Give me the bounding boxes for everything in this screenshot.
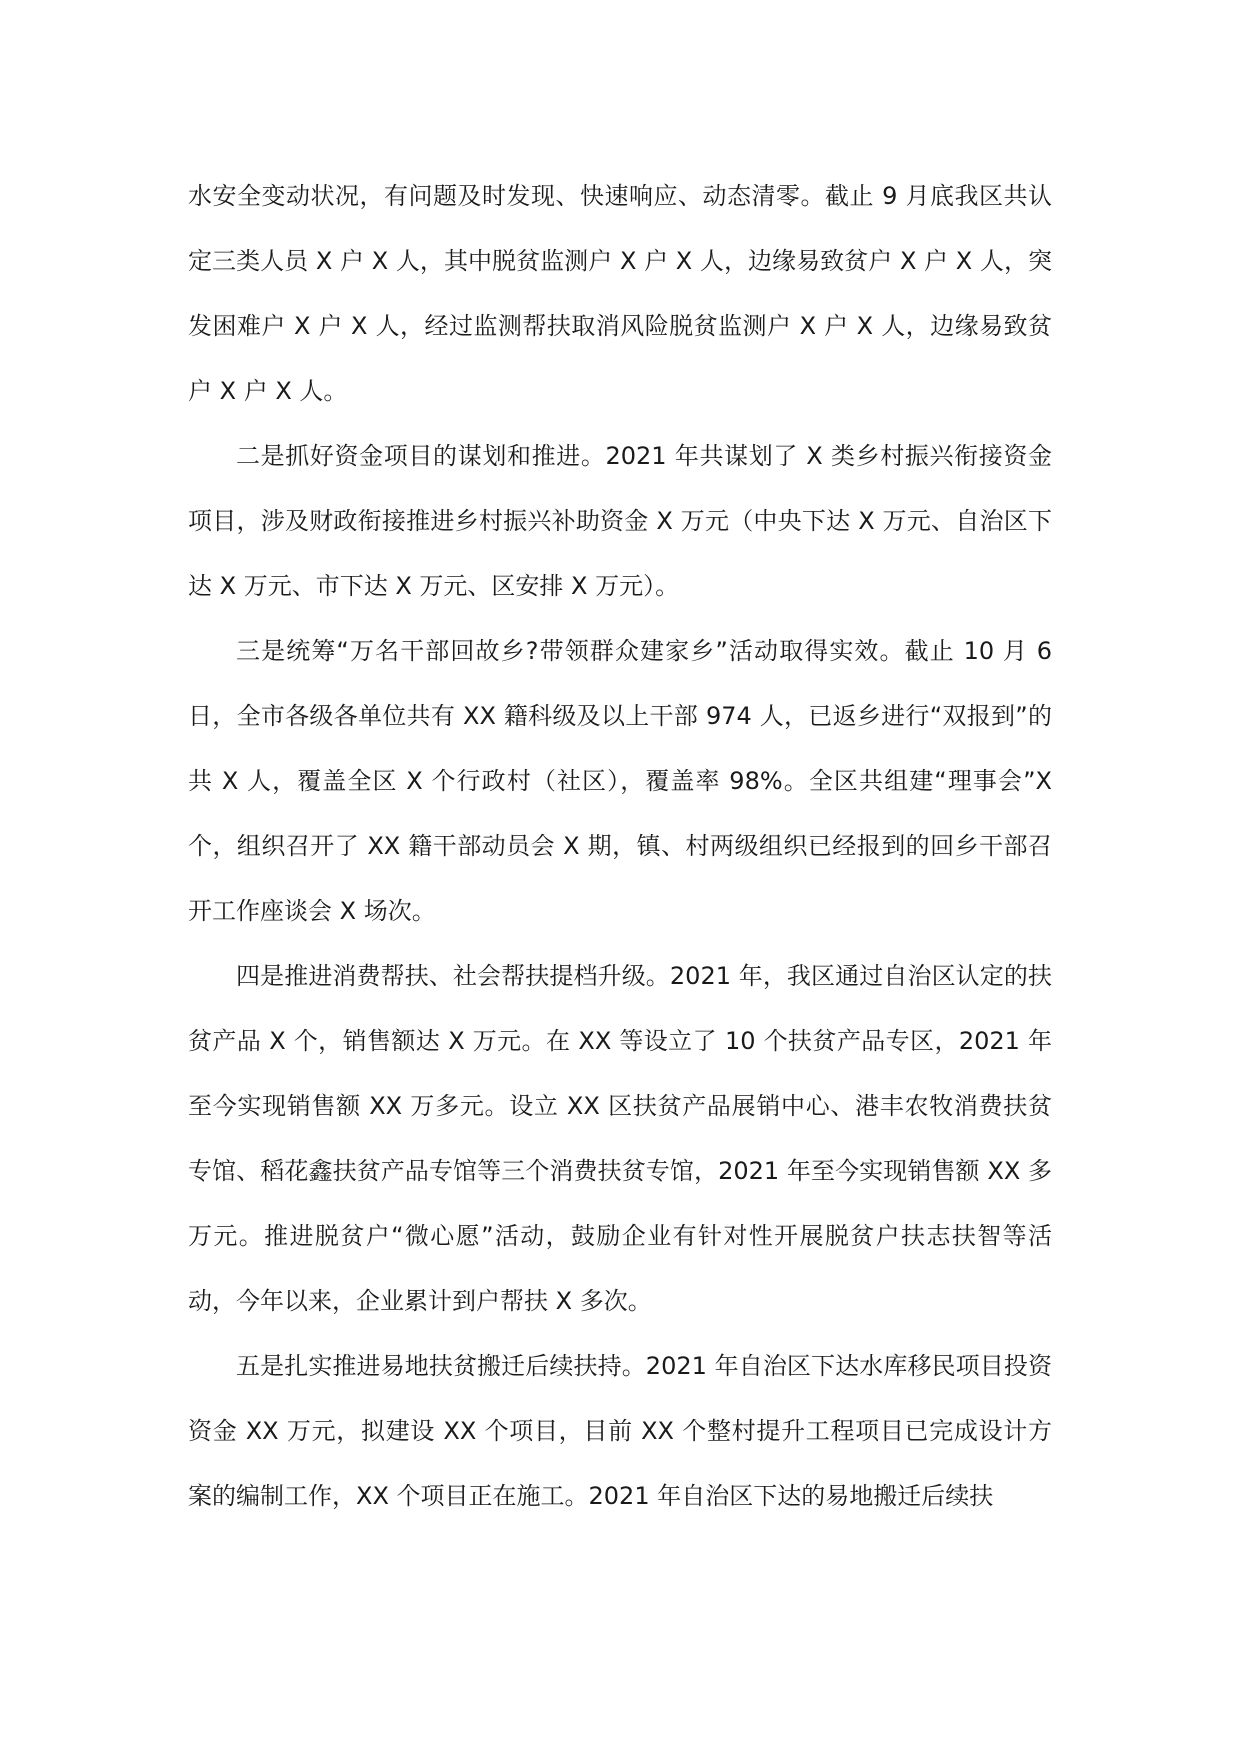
paragraph-relocation-support: 五是扎实推进易地扶贫搬迁后续扶持。2021 年自治区下达水库移民项目投资资金 XX 万元，拟建设 XX 个项目，目前 XX 个整村提升工程项目已完成设计方案的编制工作，XX 个项目正在施工。2021 年自治区下达的易地搬迁后续扶 — [188, 1352, 1052, 1510]
paragraph-cadres-hometown: 三是统筹“万名干部回故乡?带领群众建家乡”活动取得实效。截止 10 月 6 日，全市各级各单位共有 XX 籍科级及以上干部 974 人，已返乡进行“双报到”的共 X 人，覆盖全区 X 个行政村（社区），覆盖率 98%。全区共组建“理事会”X 个，组织召开了 XX 籍干部动员会 X 期，镇、村两级组织已经报到的回乡干部召开工作座谈会 X 场次。 — [188, 637, 1052, 925]
document-body — [188, 164, 1052, 1529]
paragraph-monitoring-summary: 水安全变动状况，有问题及时发现、快速响应、动态清零。截止 9 月底我区共认定三类人员 X 户 X 人，其中脱贫监测户 X 户 X 人，边缘易致贫户 X 户 X 人，突发困难户 X 户 X 人，经过监测帮扶取消风险脱贫监测户 X 户 X 人，边缘易致贫户 X 户 X 人。 — [188, 182, 1052, 405]
paragraph-consumption-assistance: 四是推进消费帮扶、社会帮扶提档升级。2021 年，我区通过自治区认定的扶贫产品 X 个，销售额达 X 万元。在 XX 等设立了 10 个扶贫产品专区，2021 年至今实现销售额 XX 万多元。设立 XX 区扶贫产品展销中心、港丰农牧消费扶贫专馆、稻花鑫扶贫产品专馆等三个消费扶贫专馆，2021 年至今实现销售额 XX 多万元。推进脱贫户“微心愿”活动，鼓励企业有针对性开展脱贫户扶志扶智等活动，今年以来，企业累计到户帮扶 X 多次。 — [188, 962, 1052, 1315]
paragraph-fund-projects: 二是抓好资金项目的谋划和推进。2021 年共谋划了 X 类乡村振兴衔接资金项目，涉及财政衔接推进乡村振兴补助资金 X 万元（中央下达 X 万元、自治区下达 X 万元、市下达 X 万元、区安排 X 万元）。 — [188, 442, 1052, 600]
